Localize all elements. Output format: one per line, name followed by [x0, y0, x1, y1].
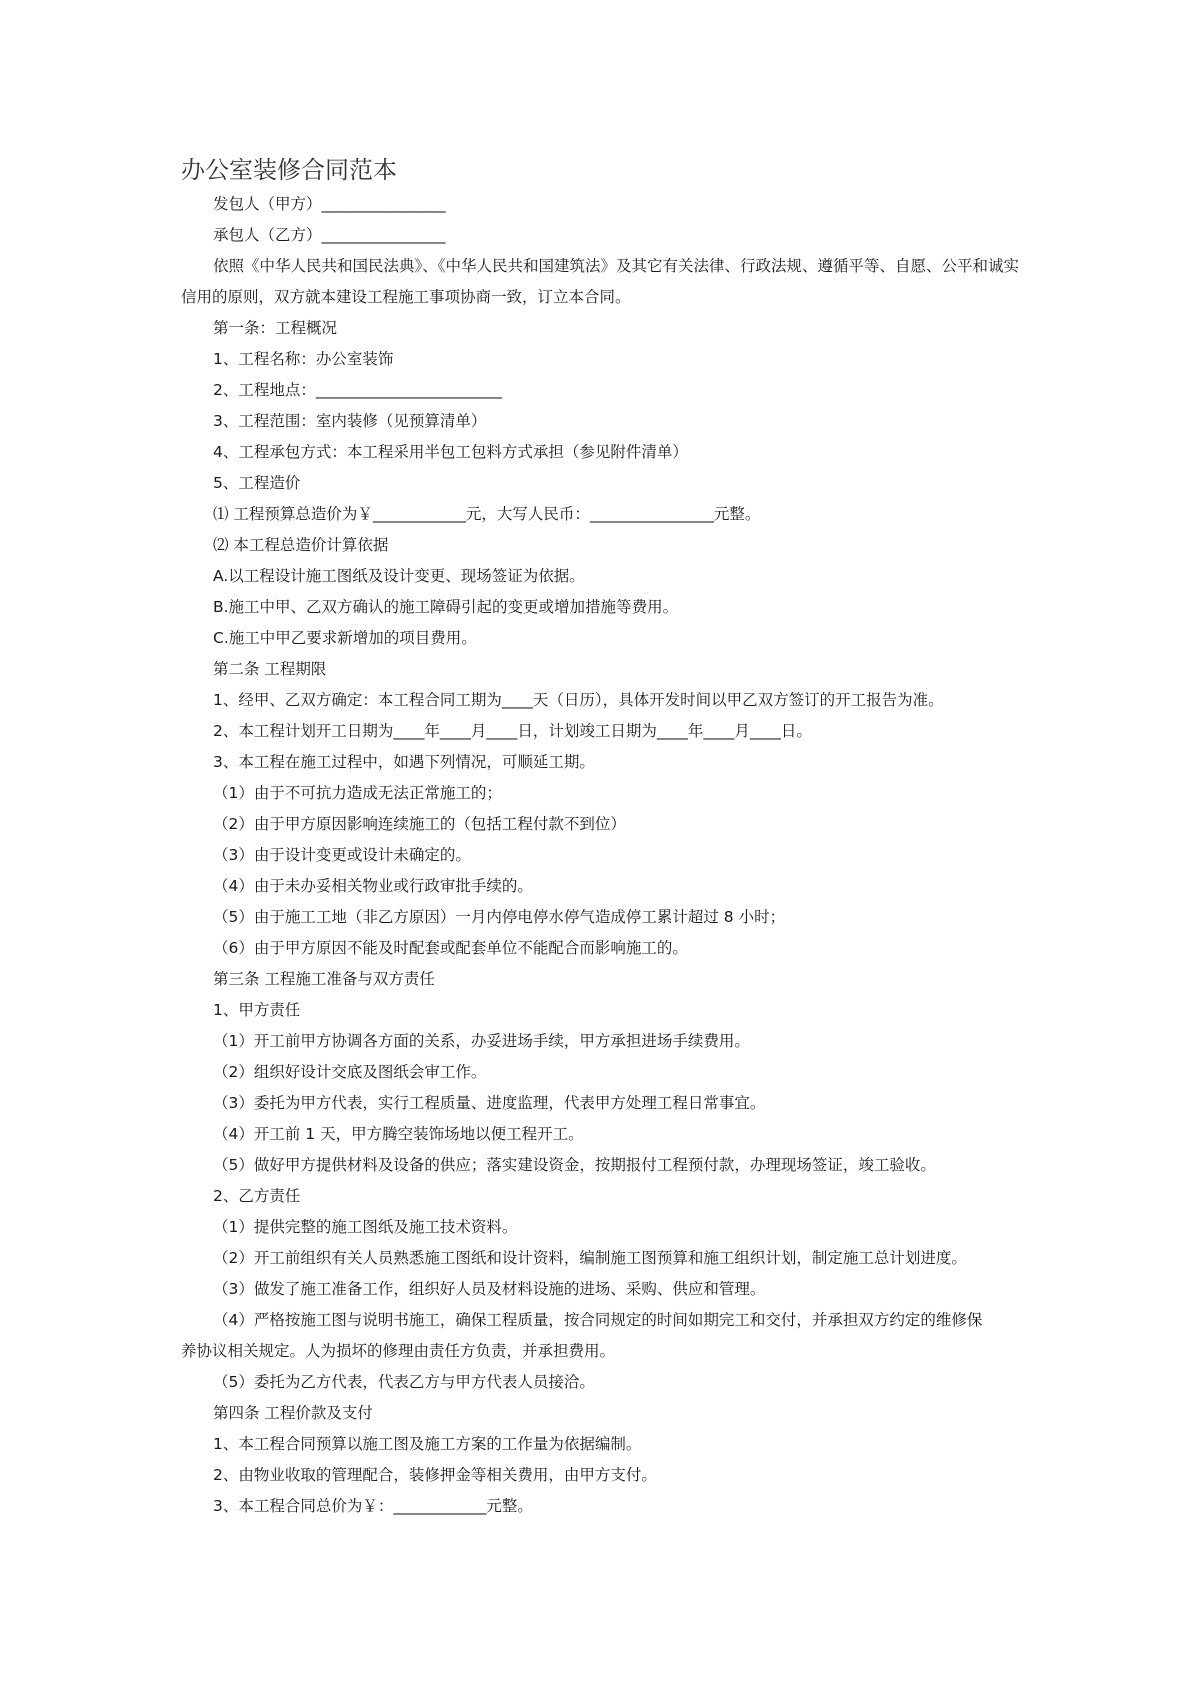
- paragraph: 1、经甲、乙双方确定：本工程合同工期为____天（日历），具体开发时间以甲乙双方签订的开工报告为准。: [213, 691, 944, 709]
- paragraph: （3）委托为甲方代表，实行工程质量、进度监理，代表甲方处理工程日常事宜。: [213, 1094, 766, 1112]
- paragraph: （4）开工前 1 天，甲方腾空装饰场地以便工程开工。: [213, 1125, 584, 1143]
- paragraph: 2、由物业收取的管理配合，装修押金等相关费用，由甲方支付。: [213, 1466, 657, 1484]
- paragraph: （3）做发了施工准备工作，组织好人员及材料设施的进场、采购、供应和管理。: [213, 1280, 766, 1298]
- article-3-heading: 第三条 工程施工准备与双方责任: [213, 970, 435, 988]
- paragraph: 2、乙方责任: [213, 1187, 301, 1205]
- paragraph: 5、工程造价: [213, 474, 301, 492]
- party-b-line: 承包人（乙方）________________: [213, 226, 446, 244]
- paragraph: （1）提供完整的施工图纸及施工技术资料。: [213, 1218, 518, 1236]
- paragraph: （2）组织好设计交底及图纸会审工作。: [213, 1063, 487, 1081]
- article-2-heading: 第二条 工程期限: [213, 660, 327, 678]
- paragraph: ⑴ 工程预算总造价为￥____________元，大写人民币：________________元整。: [213, 505, 761, 523]
- document-title: 办公室装修合同范本: [181, 156, 397, 184]
- article-1-heading: 第一条：工程概况: [213, 319, 338, 337]
- paragraph: 1、工程名称：办公室装饰: [213, 350, 394, 368]
- paragraph: （1）由于不可抗力造成无法正常施工的；: [213, 784, 502, 802]
- paragraph: （6）由于甲方原因不能及时配套或配套单位不能配合而影响施工的。: [213, 939, 688, 957]
- paragraph: （5）由于施工工地（非乙方原因）一月内停电停水停气造成停工累计超过 8 小时；: [213, 908, 786, 926]
- paragraph: 2、本工程计划开工日期为____年____月____日，计划竣工日期为____年____月____日。: [213, 722, 812, 740]
- paragraph: （5）做好甲方提供材料及设备的供应；落实建设资金，按期报付工程预付款，办理现场签证，竣工验收。: [213, 1156, 936, 1174]
- paragraph: 3、工程范围：室内装修（见预算清单）: [213, 412, 487, 430]
- paragraph: 3、本工程合同总价为￥：____________元整。: [213, 1497, 533, 1515]
- paragraph: 养协议相关规定。人为损坏的修理由责任方负责，并承担费用。: [181, 1342, 616, 1360]
- party-a-line: 发包人（甲方）________________: [213, 195, 446, 213]
- paragraph: 3、本工程在施工过程中，如遇下列情况，可顺延工期。: [213, 753, 595, 771]
- paragraph: （3）由于设计变更或设计未确定的。: [213, 846, 471, 864]
- paragraph: C.施工中甲乙要求新增加的项目费用。: [213, 629, 477, 647]
- paragraph: （4）严格按施工图与说明书施工，确保工程质量，按合同规定的时间如期完工和交付，并承担双方约定的维修保: [213, 1311, 983, 1329]
- paragraph: 4、工程承包方式：本工程采用半包工包料方式承担（参见附件清单）: [213, 443, 688, 461]
- preamble-line-1: 依照《中华人民共和国民法典》、《中华人民共和国建筑法》及其它有关法律、行政法规、遵循平等、自愿、公平和诚实: [213, 257, 1020, 275]
- paragraph: A.以工程设计施工图纸及设计变更、现场签证为依据。: [213, 567, 585, 585]
- paragraph: （4）由于未办妥相关物业或行政审批手续的。: [213, 877, 533, 895]
- paragraph: B.施工中甲、乙双方确认的施工障碍引起的变更或增加措施等费用。: [213, 598, 679, 616]
- paragraph: ⑵ 本工程总造价计算依据: [213, 536, 389, 554]
- article-4-heading: 第四条 工程价款及支付: [213, 1404, 373, 1422]
- paragraph: （2）由于甲方原因影响连续施工的（包括工程付款不到位）: [213, 815, 626, 833]
- paragraph: 1、本工程合同预算以施工图及施工方案的工作量为依据编制。: [213, 1435, 642, 1453]
- paragraph: 2、工程地点：________________________: [213, 381, 502, 399]
- paragraph: （5）委托为乙方代表，代表乙方与甲方代表人员接洽。: [213, 1373, 595, 1391]
- paragraph: 1、甲方责任: [213, 1001, 301, 1019]
- preamble-line-2: 信用的原则，双方就本建设工程施工事项协商一致，订立本合同。: [181, 288, 631, 306]
- paragraph: （2）开工前组织有关人员熟悉施工图纸和设计资料，编制施工图预算和施工组织计划，制定施工总计划进度。: [213, 1249, 967, 1267]
- paragraph: （1）开工前甲方协调各方面的关系，办妥进场手续，甲方承担进场手续费用。: [213, 1032, 750, 1050]
